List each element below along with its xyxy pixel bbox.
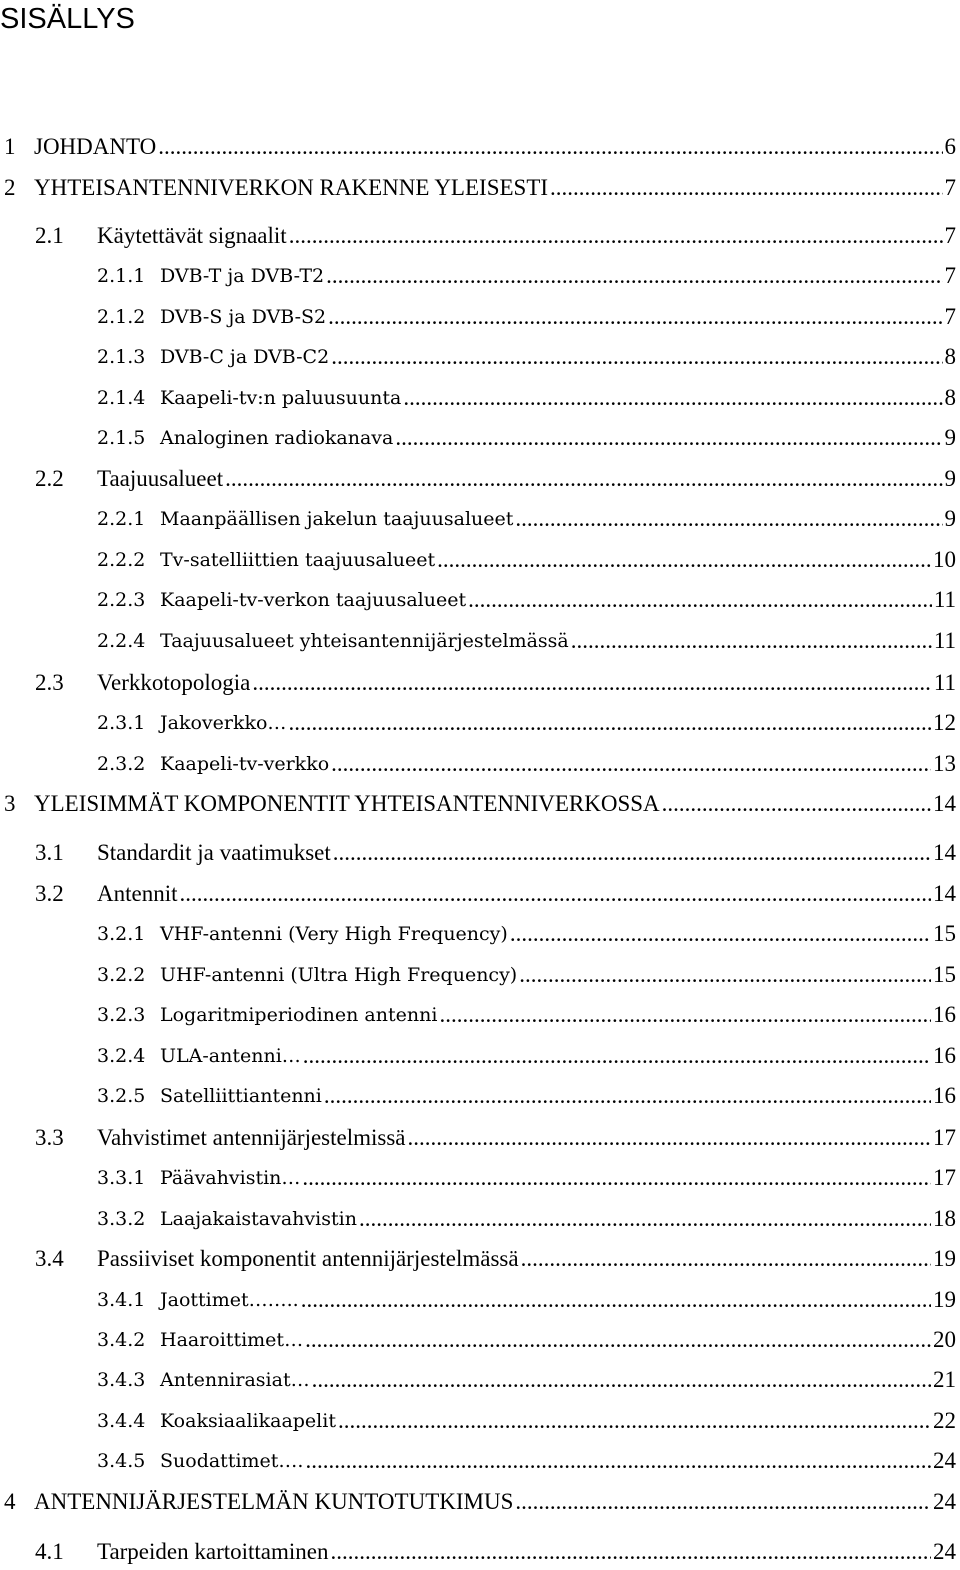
toc-entry[interactable]: [97, 1443, 956, 1479]
toc-entry-title: VHF-antenni (Very High Frequency): [160, 923, 508, 945]
toc-entry-number: 3.2.3: [97, 1004, 146, 1026]
dot-leader: [158, 132, 942, 162]
toc-entry-title: UHF-antenni (Ultra High Frequency): [160, 964, 518, 986]
toc-entry-number: 2.2: [35, 466, 64, 491]
dot-leader: [359, 1204, 931, 1234]
dot-leader: [302, 1163, 931, 1193]
toc-entry-page: 22: [933, 1408, 956, 1433]
toc-entry-page: 24: [933, 1539, 956, 1564]
toc-entry-title: Jakoverkko…: [160, 712, 287, 734]
toc-entry[interactable]: [97, 339, 956, 375]
dot-leader: [437, 545, 931, 575]
toc-entry[interactable]: [35, 218, 956, 254]
dot-leader: [521, 1244, 931, 1274]
toc-entry-number: 3: [4, 791, 16, 816]
toc-entry[interactable]: [97, 1362, 956, 1398]
dot-leader: [515, 1487, 931, 1517]
toc-entry-page: 17: [933, 1125, 956, 1150]
toc-entry[interactable]: [97, 1403, 956, 1439]
dot-leader: [312, 1365, 931, 1395]
toc-entry-page: 8: [944, 344, 956, 369]
toc-entry-number: 2: [4, 175, 16, 200]
toc-entry-page: 14: [933, 881, 956, 906]
toc-entry-number: 2.3.1: [97, 712, 146, 734]
toc-entry-title: Passiiviset komponentit antennijärjestelmässä: [97, 1246, 519, 1271]
toc-entry[interactable]: [4, 170, 956, 206]
toc-entry-number: 2.1.5: [97, 427, 146, 449]
dot-leader: [338, 1406, 931, 1436]
toc-entry-page: 18: [933, 1206, 956, 1231]
toc-entry[interactable]: [97, 957, 956, 993]
toc-entry[interactable]: [35, 1241, 956, 1277]
toc-entry-number: 3.4.2: [97, 1329, 146, 1351]
toc-entry-page: 6: [944, 134, 956, 159]
toc-entry-page: 13: [933, 751, 956, 776]
dot-leader: [510, 919, 931, 949]
toc-entry[interactable]: [35, 1120, 956, 1156]
toc-entry[interactable]: [97, 380, 956, 416]
toc-entry[interactable]: [97, 258, 956, 294]
toc-entry-title: Vahvistimet antennijärjestelmissä: [97, 1125, 406, 1150]
toc-entry-title: JOHDANTO: [34, 134, 157, 159]
toc-entry-number: 3.4.3: [97, 1369, 146, 1391]
toc-entry-title: YLEISIMMÄT KOMPONENTIT YHTEISANTENNIVERKOSSA: [34, 791, 660, 816]
toc-entry[interactable]: [35, 835, 956, 871]
toc-entry[interactable]: [97, 420, 956, 456]
toc-entry-title: Kaapeli-tv-verkon taajuusalueet: [160, 589, 467, 611]
toc-entry[interactable]: [35, 876, 956, 912]
dot-leader: [180, 879, 932, 909]
toc-entry-number: 2.2.3: [97, 589, 146, 611]
toc-entry-title: ULA-antenni…: [160, 1045, 301, 1067]
toc-entry-title: DVB-S ja DVB-S2: [160, 306, 327, 328]
toc-entry-page: 9: [944, 425, 956, 450]
toc-entry-number: 3.4.4: [97, 1410, 146, 1432]
dot-leader: [515, 504, 942, 534]
toc-entry[interactable]: [97, 1078, 956, 1114]
toc-entry-page: 7: [944, 263, 956, 288]
toc-entry-page: 19: [933, 1287, 956, 1312]
dot-leader: [305, 1325, 931, 1355]
toc-entry-title: ANTENNIJÄRJESTELMÄN KUNTOTUTKIMUS: [34, 1489, 514, 1514]
toc-entry-number: 3.3: [35, 1125, 64, 1150]
toc-entry-page: 7: [944, 223, 956, 248]
toc-entry-number: 2.3: [35, 670, 64, 695]
dot-leader: [328, 302, 942, 332]
dot-leader: [550, 173, 942, 203]
toc-entry-title: DVB-T ja DVB-T2: [160, 265, 325, 287]
toc-entry[interactable]: [97, 705, 956, 741]
toc-entry-number: 3.3.2: [97, 1208, 146, 1230]
toc-entry-page: 15: [933, 962, 956, 987]
toc-entry-title: Taajuusalueet: [97, 466, 224, 491]
dot-leader: [468, 585, 932, 615]
dot-leader: [403, 383, 942, 413]
toc-entry-page: 24: [933, 1448, 956, 1473]
dot-leader: [395, 423, 942, 453]
toc-entry-number: 3.3.1: [97, 1167, 146, 1189]
toc-entry-page: 9: [944, 506, 956, 531]
toc-entry-page: 19: [933, 1246, 956, 1271]
toc-entry-page: 7: [944, 304, 956, 329]
toc-entry-title: Antennirasiat…: [160, 1369, 310, 1391]
toc-entry-title: Satelliittiantenni: [160, 1085, 322, 1107]
dot-leader: [331, 1537, 932, 1567]
toc-entry-title: Päävahvistin…: [160, 1167, 301, 1189]
dot-leader: [326, 261, 942, 291]
toc-entry[interactable]: [35, 665, 956, 701]
toc-entry-page: 24: [933, 1489, 956, 1514]
dot-leader: [519, 960, 931, 990]
toc-entry[interactable]: [4, 1484, 956, 1520]
toc-entry-number: 2.1.3: [97, 346, 146, 368]
toc-entry-page: 14: [933, 791, 956, 816]
toc-entry[interactable]: [97, 746, 956, 782]
toc-entry-title: DVB-C ja DVB-C2: [160, 346, 330, 368]
toc-entry-number: 2.2.1: [97, 508, 146, 530]
toc-entry[interactable]: [97, 997, 956, 1033]
toc-entry-number: 2.2.4: [97, 630, 146, 652]
toc-entry-number: 2.3.2: [97, 753, 146, 775]
toc-entry-title: Tarpeiden kartoittaminen: [97, 1539, 329, 1564]
dot-leader: [288, 708, 931, 738]
dot-leader: [303, 1041, 931, 1071]
toc-entry-page: 15: [933, 921, 956, 946]
toc-entry-page: 10: [933, 547, 956, 572]
toc-entry-page: 20: [933, 1327, 956, 1352]
toc-entry-title: Koaksiaalikaapelit: [160, 1410, 336, 1432]
toc-entry-page: 16: [933, 1002, 956, 1027]
toc-entry-number: 2.1: [35, 223, 64, 248]
toc-entry-number: 3.2.1: [97, 923, 146, 945]
toc-entry-title: Tv-satelliittien taajuusalueet: [160, 549, 436, 571]
toc-entry-title: Verkkotopologia: [97, 670, 251, 695]
toc-entry-number: 2.2.2: [97, 549, 146, 571]
toc-entry-number: 2.1.4: [97, 387, 146, 409]
toc-entry-number: 3.4.1: [97, 1289, 146, 1311]
toc-entry[interactable]: [97, 582, 956, 618]
dot-leader: [305, 1446, 931, 1476]
toc-entry-number: 4: [4, 1489, 16, 1514]
dot-leader: [331, 342, 942, 372]
toc-entry[interactable]: [97, 916, 956, 952]
toc-entry-number: 4.1: [35, 1539, 64, 1564]
toc-entry[interactable]: [97, 542, 956, 578]
toc-entry-title: Laajakaistavahvistin: [160, 1208, 357, 1230]
toc-entry[interactable]: [97, 501, 956, 537]
toc-entry-page: 11: [933, 587, 956, 612]
toc-entry[interactable]: [97, 623, 956, 659]
toc-entry[interactable]: [97, 1282, 956, 1318]
toc-entry-title: Logaritmiperiodinen antenni: [160, 1004, 438, 1026]
toc-entry-number: 3.4.5: [97, 1450, 146, 1472]
toc-entry-page: 11: [933, 628, 956, 653]
toc-entry-page: 7: [944, 175, 956, 200]
toc-entry-title: Suodattimet….: [160, 1450, 304, 1472]
toc-entry-number: 3.4: [35, 1246, 64, 1271]
toc-entry[interactable]: [97, 299, 956, 335]
dot-leader: [408, 1123, 931, 1153]
toc-entry-page: 14: [933, 840, 956, 865]
toc-entry-title: Kaapeli-tv:n paluusuunta: [160, 387, 402, 409]
dot-leader: [331, 749, 931, 779]
toc-entry-title: Analoginen radiokanava: [160, 427, 394, 449]
page-title: SISÄLLYS: [0, 3, 135, 35]
toc-entry-page: 21: [933, 1367, 956, 1392]
toc-entry-title: Taajuusalueet yhteisantennijärjestelmässä: [160, 630, 569, 652]
toc-entry-title: YHTEISANTENNIVERKON RAKENNE YLEISESTI: [34, 175, 549, 200]
dot-leader: [662, 789, 931, 819]
toc-entry-number: 2.1.1: [97, 265, 146, 287]
toc-entry-number: 3.2.5: [97, 1085, 146, 1107]
dot-leader: [289, 221, 943, 251]
toc-entry[interactable]: [97, 1038, 956, 1074]
dot-leader: [252, 668, 932, 698]
toc-entry-title: Maanpäällisen jakelun taajuusalueet: [160, 508, 514, 530]
toc-entry[interactable]: [4, 786, 956, 822]
toc-entry-title: Jaottimet……..: [160, 1289, 299, 1311]
toc-entry-page: 16: [933, 1043, 956, 1068]
toc-entry-page: 16: [933, 1083, 956, 1108]
toc-entry[interactable]: [97, 1201, 956, 1237]
toc-entry-page: 17: [933, 1165, 956, 1190]
toc-entry-page: 9: [944, 466, 956, 491]
toc-entry-page: 12: [933, 710, 956, 735]
toc-entry-number: 3.1: [35, 840, 64, 865]
toc-entry-number: 3.2: [35, 881, 64, 906]
toc-entry-number: 2.1.2: [97, 306, 146, 328]
dot-leader: [439, 1000, 931, 1030]
toc-entry-page: 8: [944, 385, 956, 410]
toc-entry-title: Antennit: [97, 881, 178, 906]
toc-entry[interactable]: [97, 1160, 956, 1196]
toc-entry-title: Haaroittimet…: [160, 1329, 304, 1351]
toc-entry-title: Käytettävät signaalit: [97, 223, 287, 248]
toc-entry[interactable]: [35, 1534, 956, 1570]
dot-leader: [571, 626, 932, 656]
toc-entry-number: 3.2.4: [97, 1045, 146, 1067]
toc-entry[interactable]: [97, 1322, 956, 1358]
toc-entry[interactable]: [4, 129, 956, 165]
toc-entry-page: 11: [933, 670, 956, 695]
dot-leader: [324, 1081, 931, 1111]
toc-entry-title: Kaapeli-tv-verkko: [160, 753, 330, 775]
toc-entry-number: 3.2.2: [97, 964, 146, 986]
dot-leader: [301, 1285, 931, 1315]
dot-leader: [225, 464, 942, 494]
toc-entry-number: 1: [4, 134, 16, 159]
dot-leader: [333, 838, 931, 868]
toc-entry-title: Standardit ja vaatimukset: [97, 840, 331, 865]
toc-entry[interactable]: [35, 461, 956, 497]
